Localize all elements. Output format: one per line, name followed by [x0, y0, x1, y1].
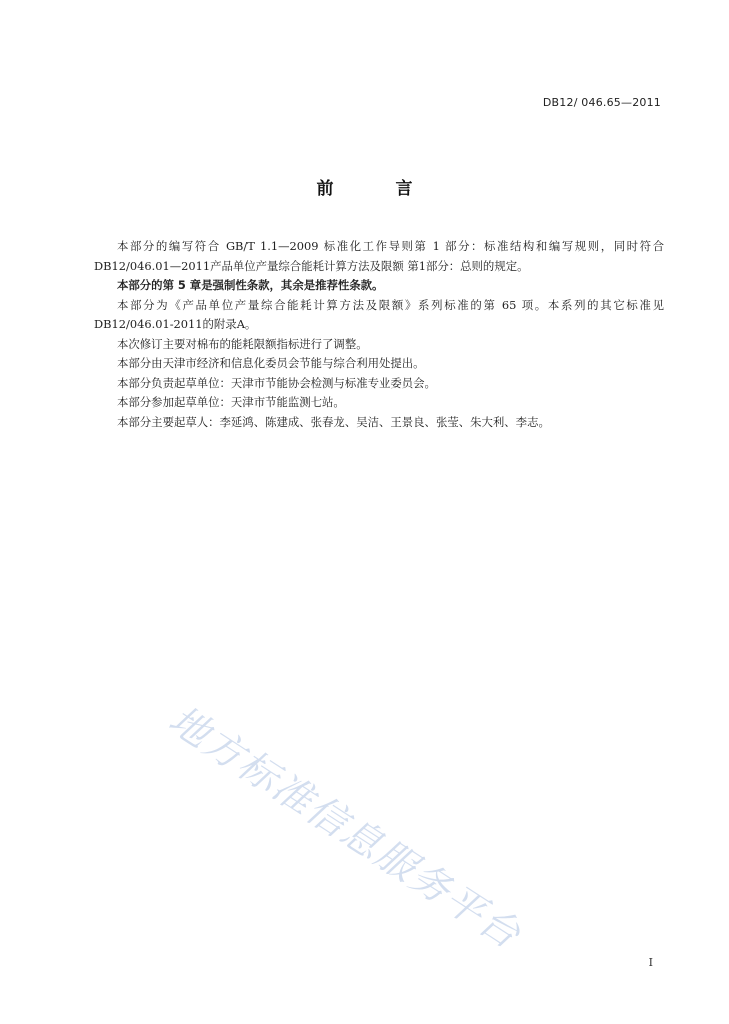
paragraph-drafting-unit: 本部分负责起草单位：天津市节能协会检测与标准专业委员会。	[117, 375, 436, 390]
page-number: I	[648, 956, 653, 969]
foreword-body	[94, 237, 664, 432]
paragraph-proposer: 本部分由天津市经济和信息化委员会节能与综合利用处提出。	[117, 356, 425, 370]
paragraph-drafters: 本部分主要起草人：李延鸿、陈建成、张春龙、吴洁、王景良、张莹、朱大利、李志。	[117, 414, 550, 429]
paragraph-revision: 本次修订主要对棉布的能耗限额指标进行了调整。	[117, 336, 368, 351]
paragraph-series: 本部分为《产品单位产量综合能耗计算方法及限额》系列标准的第 65 项。本系列的其它标准见DB12/046.01-2011的附录A。	[94, 297, 664, 331]
page-title: 前 言	[316, 179, 441, 199]
document-code: DB12/ 046.65—2011	[542, 96, 661, 109]
paragraph-compliance: 本部分的编写符合 GB/T 1.1—2009 标准化工作导则第 1 部分：标准结构和编写规则，同时符合DB12/046.01—2011产品单位产量综合能耗计算方法及限额 第1部分：总则的规定。	[94, 239, 664, 273]
paragraph-mandatory-clauses: 本部分的第 5 章是强制性条款，其余是推荐性条款。	[117, 278, 384, 292]
paragraph-participating-unit: 本部分参加起草单位：天津市节能监测七站。	[117, 395, 345, 409]
watermark: 地方标准信息服务平台	[160, 697, 529, 959]
